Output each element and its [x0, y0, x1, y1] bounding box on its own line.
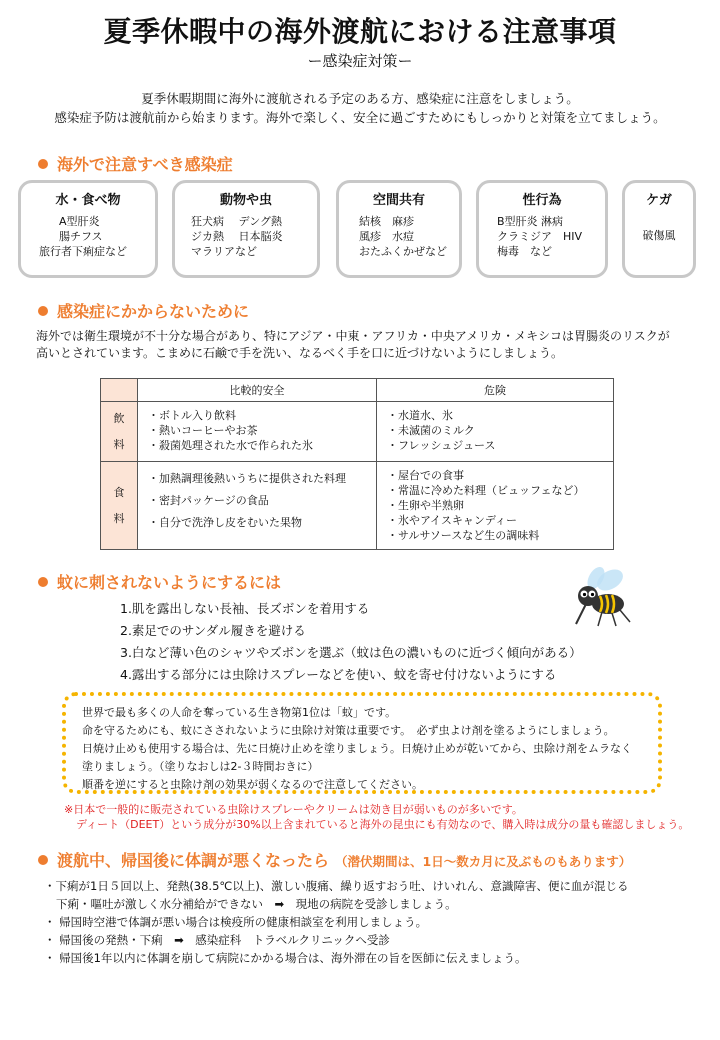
box-line: 命を守るためにも、蚊にさされないように虫除け対策は重要です。 必ず虫よけ剤を塗るようにしましょう。 — [82, 724, 615, 737]
guidance-line: ・ 帰国後1年以内に体調を崩して病院にかかる場合は、海外滞在の旨を医師に伝えましょう。 — [44, 951, 527, 965]
deet-warning — [64, 802, 714, 832]
guidance-line: ・ 帰国後の発熱・下痢 ➡ 感染症科 トラベルクリニックへ受診 — [44, 933, 390, 947]
safe-food — [138, 462, 377, 550]
paragraph-line: 海外では衛生環境が不十分な場合があり、特にアジア・中東・アフリカ・中央アメリカ・メキシコは胃腸炎のリスクが — [36, 329, 670, 343]
card-line: 風疹 水痘 — [359, 230, 414, 243]
bullet-dot-icon — [38, 577, 48, 587]
card-line: ジカ熱 日本脳炎 — [191, 230, 283, 243]
guidance-line: ・下痢が1日５回以上、発熱(38.5℃以上)、激しい腹痛、繰り返すおう吐、けいれん、意識障害、便に血が混じる — [44, 879, 629, 893]
intro-text — [0, 89, 720, 127]
list-item: ・サルサソースなど生の調味料 — [387, 529, 540, 542]
danger-food — [377, 462, 614, 550]
prevention-paragraph — [36, 328, 706, 362]
warning-line: ※日本で一般的に販売されている虫除けスプレーやクリームは効き目が弱いものが多いです。 — [64, 803, 523, 816]
card-line: 破傷風 — [642, 229, 676, 242]
list-item: ・ボトル入り飲料 — [148, 409, 236, 422]
list-item: 3.白など薄い色のシャツやズボンを選ぶ（蚊は色の濃いものに近づく傾向がある） — [120, 645, 582, 660]
card-title: 性行為 — [522, 193, 562, 208]
card-line: 梅毒 など — [497, 245, 552, 258]
box-line: 世界で最も多くの人命を奪っている生き物第1位は「蚊」です。 — [82, 706, 397, 719]
safe-drinks — [138, 402, 377, 462]
card-line: おたふくかぜなど — [359, 245, 447, 258]
list-item: 4.露出する部分には虫除けスプレーなどを使い、蚊を寄せ付けないようにする — [120, 667, 557, 682]
disease-card-food — [18, 180, 158, 278]
box-line: 塗りましょう。（塗りなおしは2-３時間おきに） — [82, 760, 319, 773]
guidance-line: 下痢・嘔吐が激しく水分補給ができない ➡ 現地の病院を受診しましょう。 — [56, 897, 457, 911]
bullet-dot-icon — [38, 306, 48, 316]
card-title: 水・食べ物 — [55, 193, 121, 208]
list-item: ・常温に冷めた料理（ビュッフェなど） — [387, 484, 585, 497]
card-line: 腸チフス — [59, 230, 103, 243]
mosquito-info-box — [62, 692, 662, 794]
card-line: 旅行者下痢症など — [39, 245, 127, 258]
list-item: ・生卵や半熟卵 — [387, 499, 464, 512]
table-corner — [101, 379, 138, 402]
list-item: ・熱いコーヒーやお茶 — [148, 424, 258, 437]
card-title: 動物や虫 — [219, 193, 272, 208]
mosquito-tips-list — [120, 598, 582, 686]
illness-guidance — [44, 877, 714, 967]
card-title: 空間共有 — [372, 193, 425, 208]
card-line: クラミジア HIV — [497, 230, 583, 243]
disease-card-shared-space — [336, 180, 462, 278]
danger-drinks — [377, 402, 614, 462]
bullet-dot-icon — [38, 855, 48, 865]
card-line: B型肝炎 淋病 — [497, 215, 564, 228]
intro-line: 夏季休暇期間に海外に渡航される予定のある方、感染症に注意をしましょう。 — [141, 91, 579, 106]
food-safety-table — [100, 378, 614, 550]
disease-card-animals — [172, 180, 320, 278]
page-title: 夏季休暇中の海外渡航における注意事項 — [103, 15, 617, 48]
section-heading-diseases: 海外で注意すべき感染症 — [38, 152, 233, 175]
section-heading-illness: 渡航中、帰国後に体調が悪くなったら （潜伏期間は、1日～数カ月に及ぶものもあります） — [38, 848, 631, 871]
list-item: ・自分で洗浄し皮をむいた果物 — [148, 516, 302, 529]
list-item: ・水道水、氷 — [387, 409, 453, 422]
card-line: 結核 麻疹 — [359, 215, 414, 228]
box-line: 日焼け止めも使用する場合は、先に日焼け止めを塗りましょう。日焼け止めが乾いてから、虫除け剤をムラなく — [82, 742, 632, 755]
bullet-dot-icon — [38, 159, 48, 169]
row-label-food: 食 料 — [101, 462, 138, 550]
disease-card-sexual — [476, 180, 608, 278]
list-item: ・氷やアイスキャンディー — [387, 514, 518, 527]
list-item: 2.素足でのサンダル履きを避ける — [120, 623, 306, 638]
header-danger: 危険 — [377, 379, 614, 402]
list-item: ・フレッシュジュース — [387, 439, 496, 452]
intro-line: 感染症予防は渡航前から始まります。海外で楽しく、安全に過ごすためにもしっかりと対策を立てましょう。 — [54, 110, 666, 125]
list-item: ・屋台での食事 — [387, 469, 464, 482]
list-item: ・密封パッケージの食品 — [148, 494, 269, 507]
latency-note: （潜伏期間は、1日～数カ月に及ぶものもあります） — [335, 854, 632, 869]
disease-card-injury — [622, 180, 696, 278]
section-heading-mosquito: 蚊に刺されないようにするには — [38, 570, 281, 593]
list-item: ・未滅菌のミルク — [387, 424, 475, 437]
paragraph-line: 高いとされています。こまめに石鹸で手を洗い、なるべく手を口に近づけないようにしましょう。 — [36, 346, 564, 360]
section-heading-prevention: 感染症にかからないために — [38, 299, 249, 322]
header-safe: 比較的安全 — [138, 379, 377, 402]
card-title: ケガ — [646, 193, 672, 208]
warning-line: ディート（DEET）という成分が30%以上含まれていると海外の昆虫にも有効なので、購入時は成分の量も確認しましょう。 — [76, 818, 690, 831]
list-item: ・殺菌処理された水で作られた氷 — [148, 439, 313, 452]
list-item: 1.肌を露出しない長袖、長ズボンを着用する — [120, 601, 370, 616]
box-line: 順番を逆にすると虫除け剤の効果が弱くなるので注意してください。 — [82, 778, 423, 791]
table-row-drinks — [101, 402, 614, 462]
table-row-food — [101, 462, 614, 550]
card-line: マラリアなど — [191, 245, 257, 258]
page-subtitle: ー感染症対策ー — [307, 52, 413, 70]
guidance-line: ・ 帰国時空港で体調が悪い場合は検疫所の健康相談室を利用しましょう。 — [44, 915, 428, 929]
card-line: A型肝炎 — [59, 215, 100, 228]
row-label-drinks: 飲 料 — [101, 402, 138, 462]
card-line: 狂犬病 デング熱 — [191, 215, 283, 228]
list-item: ・加熱調理後熱いうちに提供された料理 — [148, 472, 346, 485]
